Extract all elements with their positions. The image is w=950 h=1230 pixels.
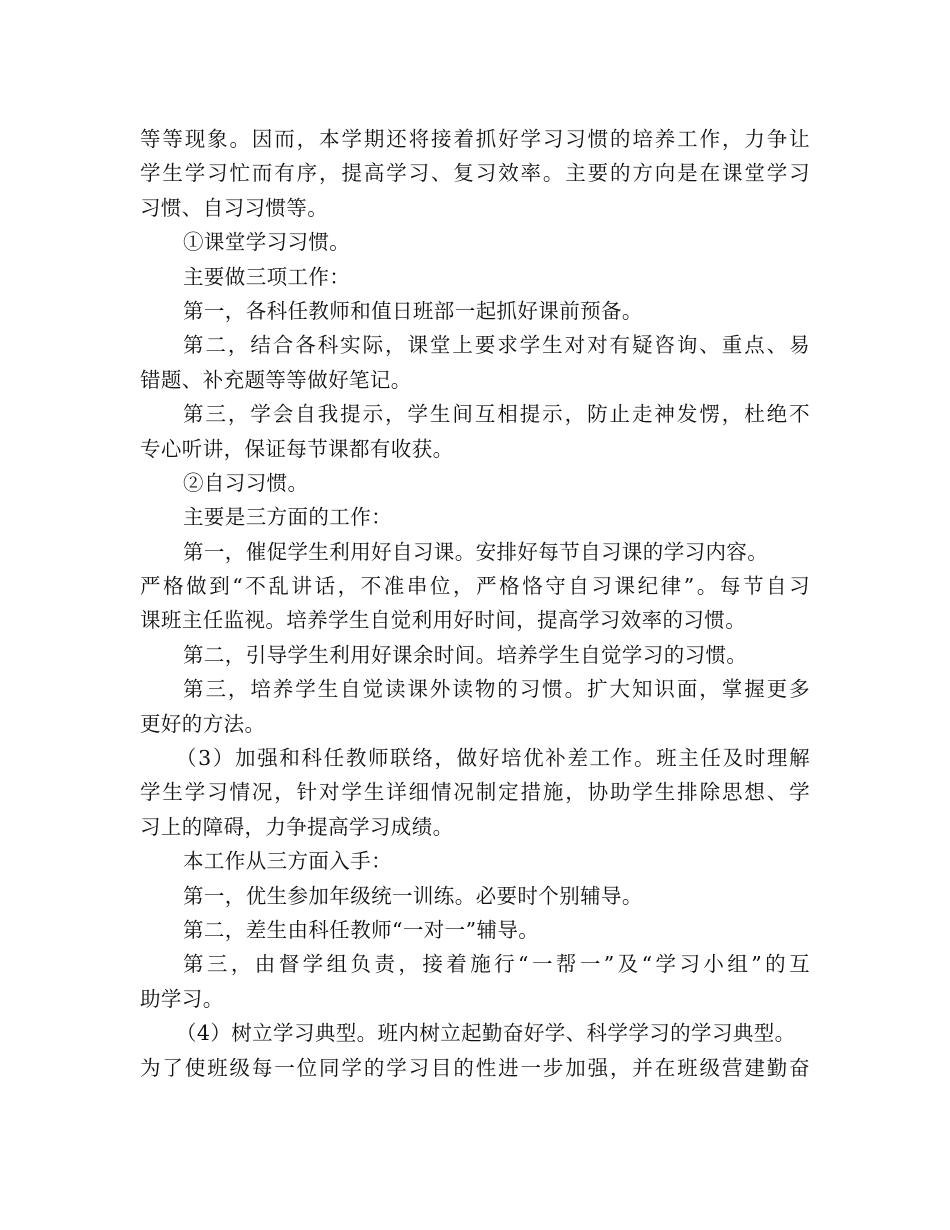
text-line: （3）加强和科任教师联络，做好培优补差工作。班主任及时理解 [176,746,810,771]
text-line: 第三，由督学组负责，接着施行“一帮一”及“学习小组”的互 [183,952,810,977]
text-line: 第三，培养学生自觉读课外读物的习惯。扩大知识面，掌握更多 [183,677,810,702]
text-line: ①课堂学习习惯。 [183,230,351,255]
text-line: 第三，学会自我提示，学生间互相提示，防止走神发愣，杜绝不 [183,402,810,427]
text-line: 严格做到“不乱讲话，不准串位，严格恪守自习课纪律”。每节自习 [140,574,810,599]
text-line: 习上的障碍，力争提高学习成绩。 [140,814,454,839]
text-line: 为了使班级每一位同学的学习目的性进一步加强，并在班级营建勤奋 [140,1055,810,1080]
text-line: 第二，引导学生利用好课余时间。培养学生自觉学习的习惯。 [183,642,748,667]
text-line: 课班主任监视。培养学生自觉利用好时间，提高学习效率的习惯。 [140,608,747,633]
text-line: （4）树立学习典型。班内树立起勤奋好学、科学学习的学习典型。 [176,1021,796,1046]
text-line: 习惯、自习习惯等。 [140,195,329,220]
text-line: 第一，催促学生利用好自习课。安排好每节自习课的学习内容。 [183,539,769,564]
text-line: 主要做三项工作： [183,264,351,289]
text-line: 专心听讲，保证每节课都有收获。 [140,436,454,461]
text-line: 本工作从三方面入手： [183,849,392,874]
text-line: 第二，结合各科实际，课堂上要求学生对对有疑咨询、重点、易 [183,333,810,358]
text-line: 第一，各科任教师和值日班部一起抓好课前预备。 [183,298,643,323]
text-line: ②自习习惯。 [183,470,309,495]
text-line: 学生学习忙而有序，提高学习、复习效率。主要的方向是在课堂学习 [140,161,810,186]
text-line: 等等现象。因而，本学期还将接着抓好学习习惯的培养工作，力争让 [140,127,810,151]
text-line: 更好的方法。 [140,711,266,736]
document-body [140,122,810,1085]
text-line: 错题、补充题等等做好笔记。 [140,367,412,392]
text-line: 主要是三方面的工作： [183,505,392,530]
text-line: 第二，差生由科任教师“一对一”辅导。 [183,917,540,942]
text-line: 助学习。 [140,986,224,1011]
text-line: 第一，优生参加年级统一训练。必要时个别辅导。 [183,883,643,908]
text-line: 学生学习情况，针对学生详细情况制定措施，协助学生排除思想、学 [140,780,810,805]
